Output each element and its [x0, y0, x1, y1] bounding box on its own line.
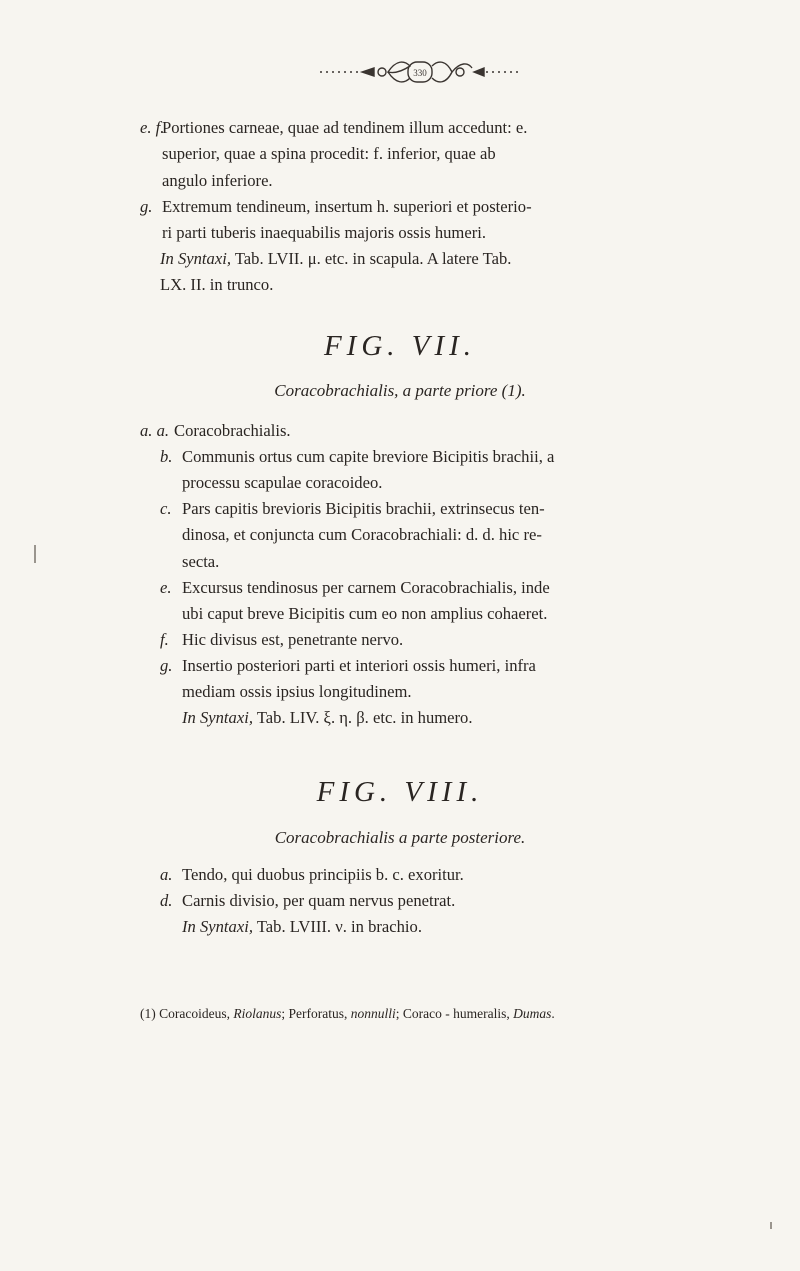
figure-subtitle: Coracobrachialis, a parte priore (1).: [274, 381, 526, 400]
figure-title: FIG. VII.: [323, 330, 477, 362]
entry-g-insertio: g. Insertio posteriori parti et interiori ossis humeri, infra mediam ossis ipsius longitudinem.: [160, 656, 536, 702]
footnote: (1) Coracoideus, Riolanus; Perforatus, nonnulli; Coraco - humeralis, Dumas.: [140, 1006, 555, 1021]
syntaxi-reference: In Syntaxi, Tab. LVIII. ν. in brachio.: [182, 917, 422, 936]
page-number: 330: [413, 68, 427, 78]
entry-g: g. Extremum tendineum, insertum h. superiori et posterio- ri parti tuberis inaequabilis majoris ossis humeri.: [140, 197, 532, 243]
entry-d-carnis: d. Carnis divisio, per quam nervus penetrat.: [160, 891, 456, 910]
margin-mark: [34, 545, 36, 563]
entry-a-tendo: a. Tendo, qui duobus principiis b. c. exoritur.: [160, 865, 464, 884]
syntaxi-reference: In Syntaxi, Tab. LIV. ξ. η. β. etc. in humero.: [182, 708, 473, 727]
entry-c: c. Pars capitis brevioris Bicipitis brachii, extrinsecus ten- dinosa, et conjuncta cum Coracobrachiali: d. d. hic re- secta.: [160, 499, 545, 571]
entry-b: b. Communis ortus cum capite breviore Bicipitis brachii, a processu scapulae coracoideo.: [160, 447, 555, 493]
margin-mark: [770, 1222, 772, 1229]
syntaxi-reference: In Syntaxi, Tab. LVII. μ. etc. in scapula. A latere Tab.: [160, 249, 512, 268]
entry-e-f: e. f. Portiones carneae, quae ad tendinem illum accedunt: e. superior, quae a spina procedit: f. inferior, quae ab angulo inferiore.: [140, 118, 528, 190]
entry-e: e. Excursus tendinosus per carnem Coracobrachialis, inde ubi caput breve Bicipitis cum eo non amplius cohaeret.: [160, 578, 550, 624]
header-ornament-icon: [300, 52, 540, 92]
figure-subtitle: Coracobrachialis a parte posteriore.: [274, 828, 526, 847]
entry-a-a: a. a. Coracobrachialis.: [140, 421, 291, 440]
entry-f: f. Hic divisus est, penetrante nervo.: [160, 630, 404, 649]
syntaxi-reference-cont: LX. II. in trunco.: [160, 275, 274, 294]
figure-title: FIG. VIII.: [316, 776, 484, 808]
